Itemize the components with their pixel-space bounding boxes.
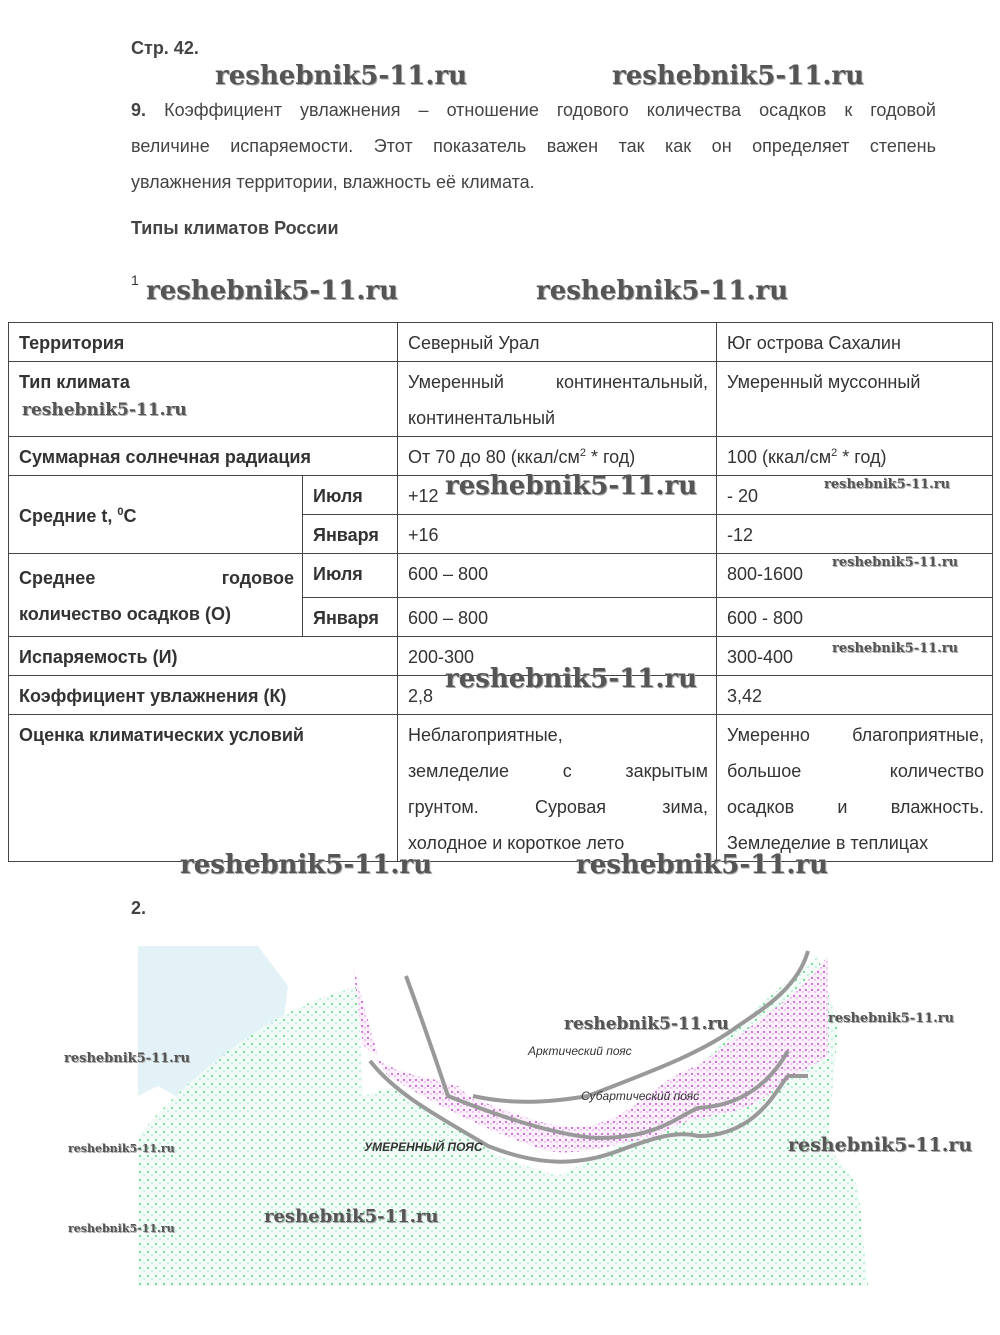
cell: 3,42 xyxy=(717,676,993,715)
arctic-zone-label: Арктический пояс xyxy=(528,1044,632,1058)
watermark: reshebnik5-11.ru xyxy=(445,664,698,694)
watermark: reshebnik5-11.ru xyxy=(564,1014,729,1034)
cell-sublabel: Января xyxy=(303,515,398,554)
cell: От 70 до 80 $(ккал/см^2 * год)$ xyxy=(398,437,717,476)
cell-label: Суммарная солнечная радиация xyxy=(9,437,398,476)
watermark: reshebnik5-11.ru xyxy=(828,1011,955,1026)
text-line: увлажнения территории, влажность её климата. xyxy=(131,172,535,192)
watermark: reshebnik5-11.ru xyxy=(68,1222,175,1235)
cell: 800-1600 xyxy=(717,554,993,598)
cell-label: Оценка климатических условий xyxy=(9,715,398,862)
cell: 600 – 800 xyxy=(398,598,717,637)
temperate-zone-label: УМЕРЕННЫЙ ПОЯС xyxy=(364,1140,483,1154)
cell: +12 xyxy=(398,476,717,515)
cell: 600 – 800 xyxy=(398,554,717,598)
watermark: reshebnik5-11.ru xyxy=(576,850,829,880)
cell: 300-400 xyxy=(717,637,993,676)
watermark: reshebnik5-11.ru xyxy=(215,61,468,91)
cell-label: Коэффициент увлажнения (К) xyxy=(9,676,398,715)
watermark: reshebnik5-11.ru xyxy=(536,276,789,306)
task-number: 9. xyxy=(131,100,147,120)
text-line: Коэффициент увлажнения – отношение годового количества осадков к годовой xyxy=(164,100,936,120)
cell-label: Средние t, $^0$С xyxy=(9,476,303,554)
watermark: reshebnik5-11.ru xyxy=(832,641,959,656)
cell-sublabel: Июля xyxy=(303,554,398,598)
item-number-2: 2. xyxy=(131,898,147,918)
section-title: Типы климатов России xyxy=(131,218,339,238)
cell: 100 $(ккал/см^2 * год)$ xyxy=(717,437,993,476)
watermark: reshebnik5-11.ru xyxy=(445,471,698,501)
watermark: reshebnik5-11.ru xyxy=(22,400,187,420)
watermark: reshebnik5-11.ru xyxy=(264,1206,439,1227)
watermark: reshebnik5-11.ru xyxy=(146,276,399,306)
cell: 2,8 xyxy=(398,676,717,715)
watermark: reshebnik5-11.ru xyxy=(68,1142,175,1155)
item-number-1: 1 xyxy=(131,272,139,288)
cell: 600 - 800 xyxy=(717,598,993,637)
cell: +16 xyxy=(398,515,717,554)
cell-label: Территория xyxy=(9,323,398,362)
watermark: reshebnik5-11.ru xyxy=(180,850,433,880)
watermark: reshebnik5-11.ru xyxy=(788,1134,973,1156)
cell: Умеренный континентальный, континентальный xyxy=(398,362,717,437)
cell: Юг острова Сахалин xyxy=(717,323,993,362)
cell-sublabel: Января xyxy=(303,598,398,637)
table-row xyxy=(9,437,993,476)
climate-zones-map xyxy=(138,946,878,1286)
cell: 200-300 xyxy=(398,637,717,676)
cell-label: Среднее годовое количество осадков (О) xyxy=(9,554,303,637)
cell: - 20 xyxy=(717,476,993,515)
table-row xyxy=(9,362,993,437)
cell: Умеренно благоприятные, большое количество осадков и влажность. Земледелие в теплицах xyxy=(717,715,993,862)
table-row xyxy=(9,323,993,362)
cell-label: Испаряемость (И) xyxy=(9,637,398,676)
cell-sublabel: Июля xyxy=(303,476,398,515)
watermark: reshebnik5-11.ru xyxy=(832,555,959,570)
cell: -12 xyxy=(717,515,993,554)
cell-label: Тип климата xyxy=(9,362,398,437)
text-line: величине испаряемости. Этот показатель важен так как он определяет степень xyxy=(131,136,936,156)
table-row xyxy=(9,715,993,862)
watermark: reshebnik5-11.ru xyxy=(64,1051,191,1066)
task-9-paragraph xyxy=(131,92,936,200)
page-reference: Стр. 42. xyxy=(131,38,199,58)
subarctic-zone-label: Субартический пояс xyxy=(581,1089,700,1103)
cell: Северный Урал xyxy=(398,323,717,362)
map-graphic xyxy=(138,946,878,1286)
watermark: reshebnik5-11.ru xyxy=(612,61,865,91)
cell: Умеренный муссонный xyxy=(717,362,993,437)
watermark: reshebnik5-11.ru xyxy=(824,477,951,492)
cell: Неблагоприятные, земледелие с закрытым грунтом. Суровая зима, холодное и короткое лето xyxy=(398,715,717,862)
